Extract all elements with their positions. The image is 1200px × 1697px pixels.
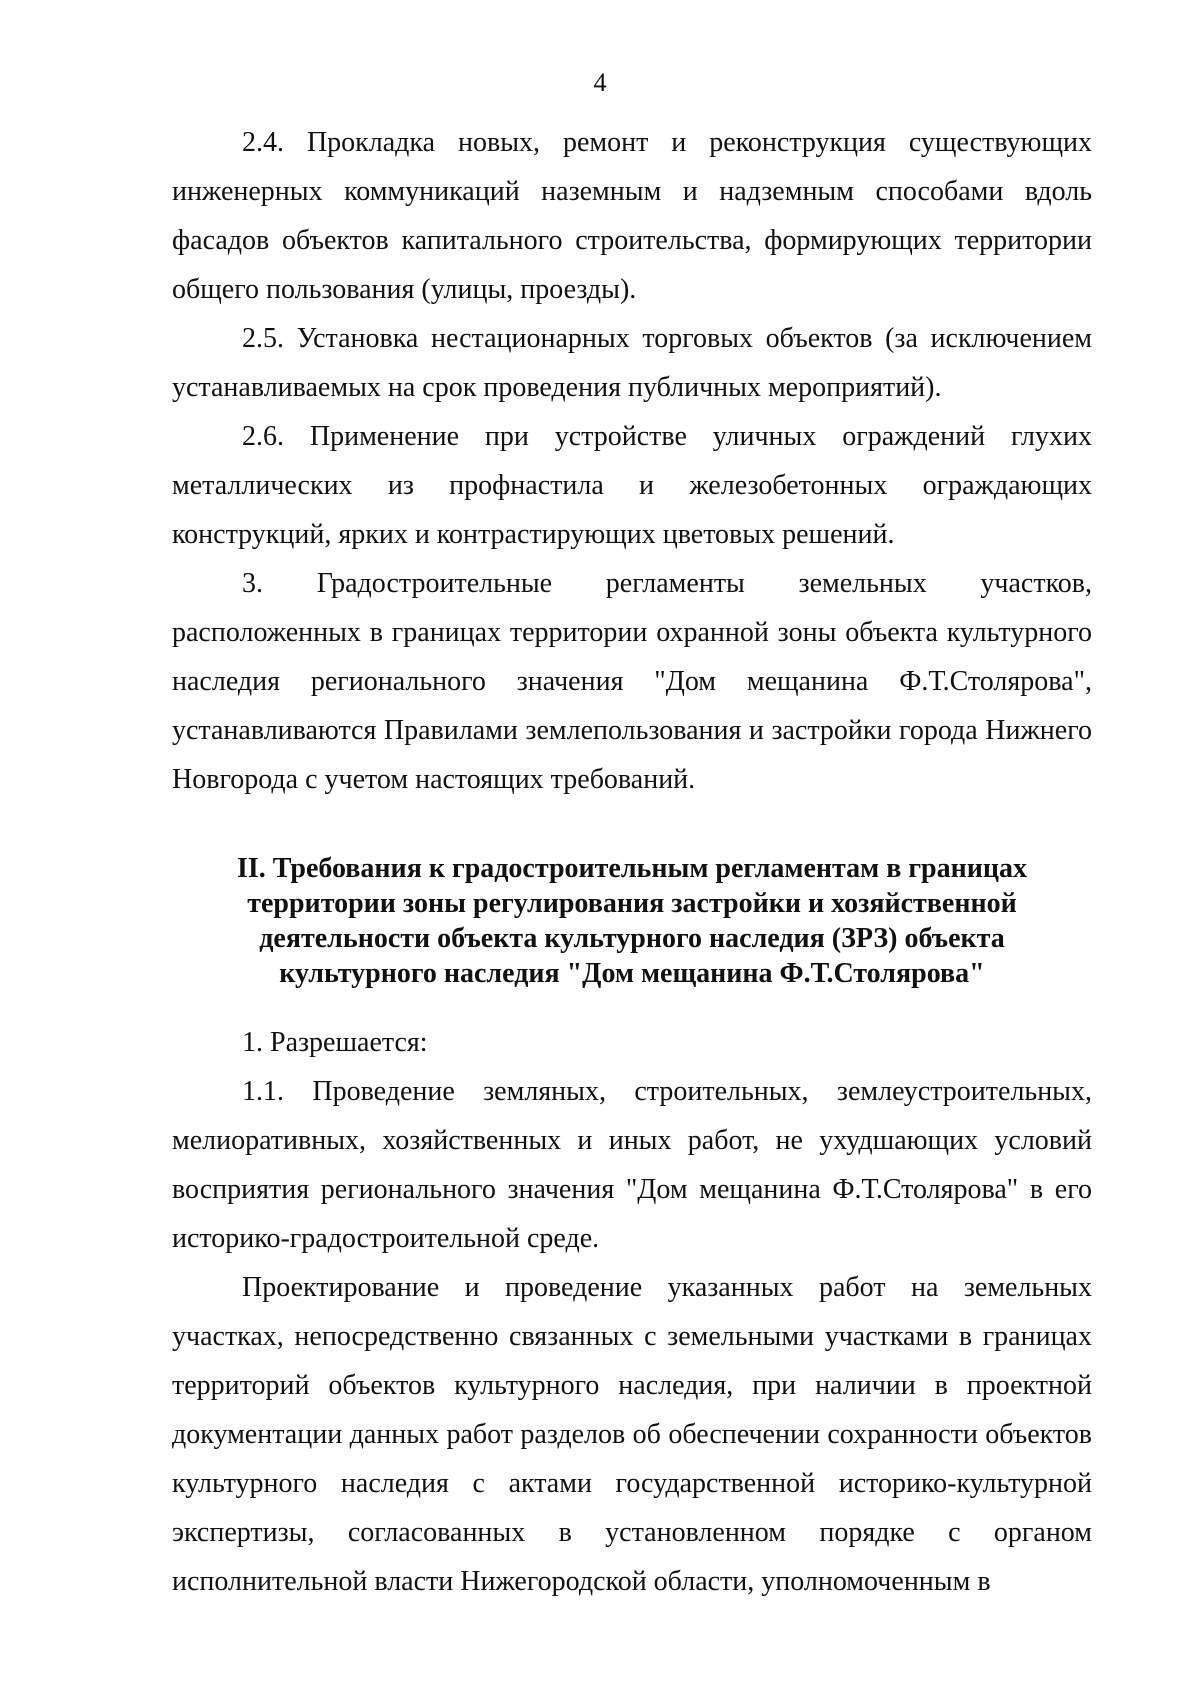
- paragraph-design: Проектирование и проведение указанных работ на земельных участках, непосредственно связанных с земельными участками в границах территорий объектов культурного наследия, при наличии в проектной документации данных работ разделов об обеспечении сохранности объектов культурного наследия с актами государственной историко-культурной экспертизы, согласованных в установленном порядке с органом исполнительной власти Нижегородской области, уполномоченным в: [172, 1272, 1092, 1597]
- paragraph-1-allowed: 1. Разрешается:: [242, 1027, 428, 1058]
- section-heading-line: территории зоны регулирования застройки и хозяйственной: [247, 888, 1017, 919]
- paragraph-1-1: 1.1. Проведение земляных, строительных, землеустроительных, мелиоративных, хозяйственных и иных работ, не ухудшающих условий восприятия регионального значения "Дом мещанина Ф.Т.Столярова" в его историко-градостроительной среде.: [172, 1076, 1092, 1254]
- paragraph-3: 3. Градостроительные регламенты земельных участков, расположенных в границах территории охранной зоны объекта культурного наследия регионального значения "Дом мещанина Ф.Т.Столярова", устанавливаются Правилами землепользования и застройки города Нижнего Новгорода с учетом настоящих требований.: [172, 568, 1092, 795]
- section-heading-line: II. Требования к градостроительным регламентам в границах: [236, 853, 1028, 884]
- paragraph-2-5: 2.5. Установка нестационарных торговых объектов (за исключением устанавливаемых на срок проведения публичных мероприятий).: [172, 323, 1092, 403]
- section-heading-line: деятельности объекта культурного наследия (ЗРЗ) объекта: [259, 923, 1005, 954]
- page-number: 4: [593, 68, 607, 97]
- paragraph-2-4: 2.4. Прокладка новых, ремонт и реконструкция существующих инженерных коммуникаций наземным и надземным способами вдоль фасадов объектов капитального строительства, формирующих территории общего пользования (улицы, проезды).: [172, 127, 1092, 305]
- document-body: [172, 118, 1092, 1606]
- paragraph-2-6: 2.6. Применение при устройстве уличных ограждений глухих металлических из профнастила и железобетонных ограждающих конструкций, ярких и контрастирующих цветовых решений.: [172, 421, 1092, 550]
- section-heading-line: культурного наследия "Дом мещанина Ф.Т.Столярова": [279, 958, 985, 989]
- section-heading: [172, 804, 1092, 1018]
